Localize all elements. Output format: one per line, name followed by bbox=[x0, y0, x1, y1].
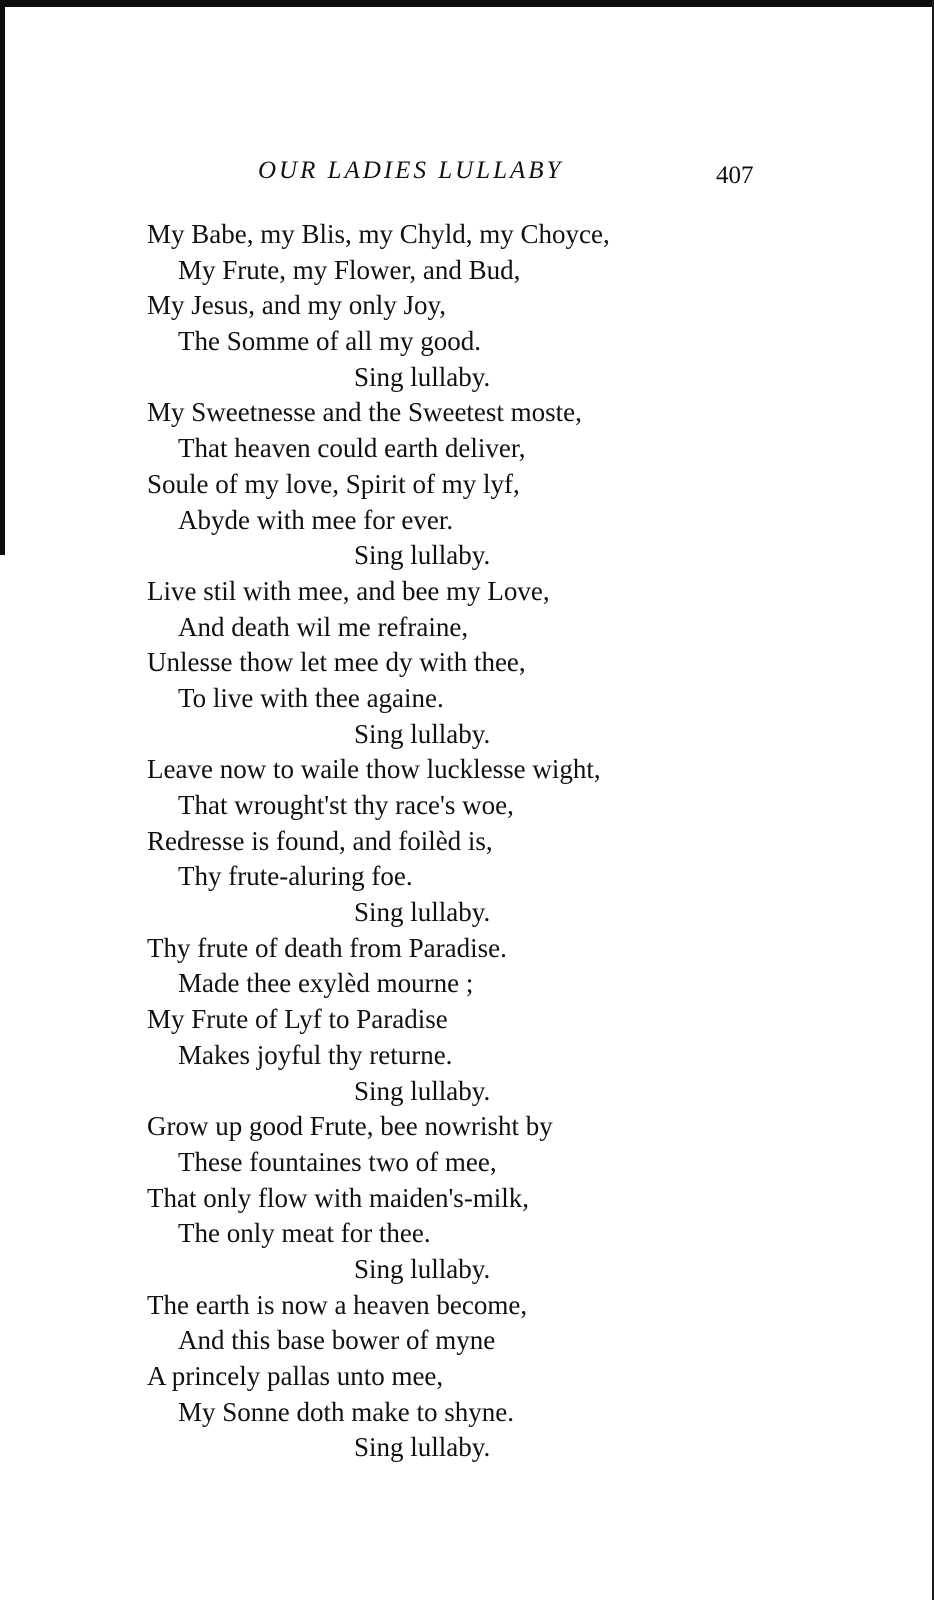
refrain-line: Sing lullaby. bbox=[354, 1075, 491, 1106]
poem-line: Soule of my love, Spirit of my lyf, bbox=[147, 468, 520, 499]
poem-line: Makes joyful thy returne. bbox=[178, 1039, 453, 1070]
poem-line: Made thee exylèd mourne ; bbox=[178, 968, 474, 999]
poem-line: My Frute of Lyf to Paradise bbox=[147, 1004, 448, 1035]
refrain-line: Sing lullaby. bbox=[354, 361, 491, 392]
poem-line: My Sonne doth make to shyne. bbox=[178, 1396, 514, 1427]
poem-line: Live stil with mee, and bee my Love, bbox=[147, 575, 550, 606]
poem-line: The only meat for thee. bbox=[178, 1218, 431, 1249]
refrain-line: Sing lullaby. bbox=[354, 718, 491, 749]
poem-line: Grow up good Frute, bee nowrisht by bbox=[147, 1111, 553, 1142]
poem-line: These fountaines two of mee, bbox=[178, 1146, 497, 1177]
page-number: 407 bbox=[716, 162, 754, 189]
refrain-line: Sing lullaby. bbox=[354, 897, 491, 928]
poem-line: And death wil me refraine, bbox=[178, 611, 469, 642]
scan-border-top bbox=[0, 0, 934, 7]
poem-line: That wrought'st thy race's woe, bbox=[178, 790, 514, 820]
running-head bbox=[0, 157, 934, 193]
poem-line: Thy frute-aluring foe. bbox=[178, 861, 413, 892]
poem-line: My Jesus, and my only Joy, bbox=[147, 290, 447, 321]
scan-border-left bbox=[0, 0, 5, 555]
poem-line: Redresse is found, and foilèd is, bbox=[147, 825, 493, 856]
refrain-line: Sing lullaby. bbox=[354, 540, 491, 571]
poem-line: Leave now to waile thow lucklesse wight, bbox=[147, 754, 601, 785]
poem-line: The Somme of all my good. bbox=[178, 326, 481, 357]
poem-line: To live with thee againe. bbox=[178, 682, 444, 713]
poem-line: That heaven could earth deliver, bbox=[178, 433, 526, 464]
refrain-line: Sing lullaby. bbox=[354, 1253, 491, 1284]
poem-line: Thy frute of death from Paradise. bbox=[147, 932, 507, 963]
poem-line: And this base bower of myne bbox=[178, 1325, 496, 1356]
poem-line: The earth is now a heaven become, bbox=[147, 1289, 528, 1320]
poem-line: My Sweetnesse and the Sweetest moste, bbox=[147, 397, 582, 428]
poem-body bbox=[147, 217, 787, 1466]
poem-line: My Babe, my Blis, my Chyld, my Choyce, bbox=[147, 219, 610, 249]
poem-line: Unlesse thow let mee dy with thee, bbox=[147, 647, 526, 678]
poem-line: A princely pallas unto mee, bbox=[147, 1361, 444, 1391]
refrain-line: Sing lullaby. bbox=[354, 1432, 491, 1463]
poem-line: Abyde with mee for ever. bbox=[178, 504, 454, 535]
running-title: OUR LADIES LULLABY bbox=[258, 157, 564, 184]
poem-line: My Frute, my Flower, and Bud, bbox=[178, 254, 521, 285]
poem-line: That only flow with maiden's-milk, bbox=[147, 1182, 530, 1213]
